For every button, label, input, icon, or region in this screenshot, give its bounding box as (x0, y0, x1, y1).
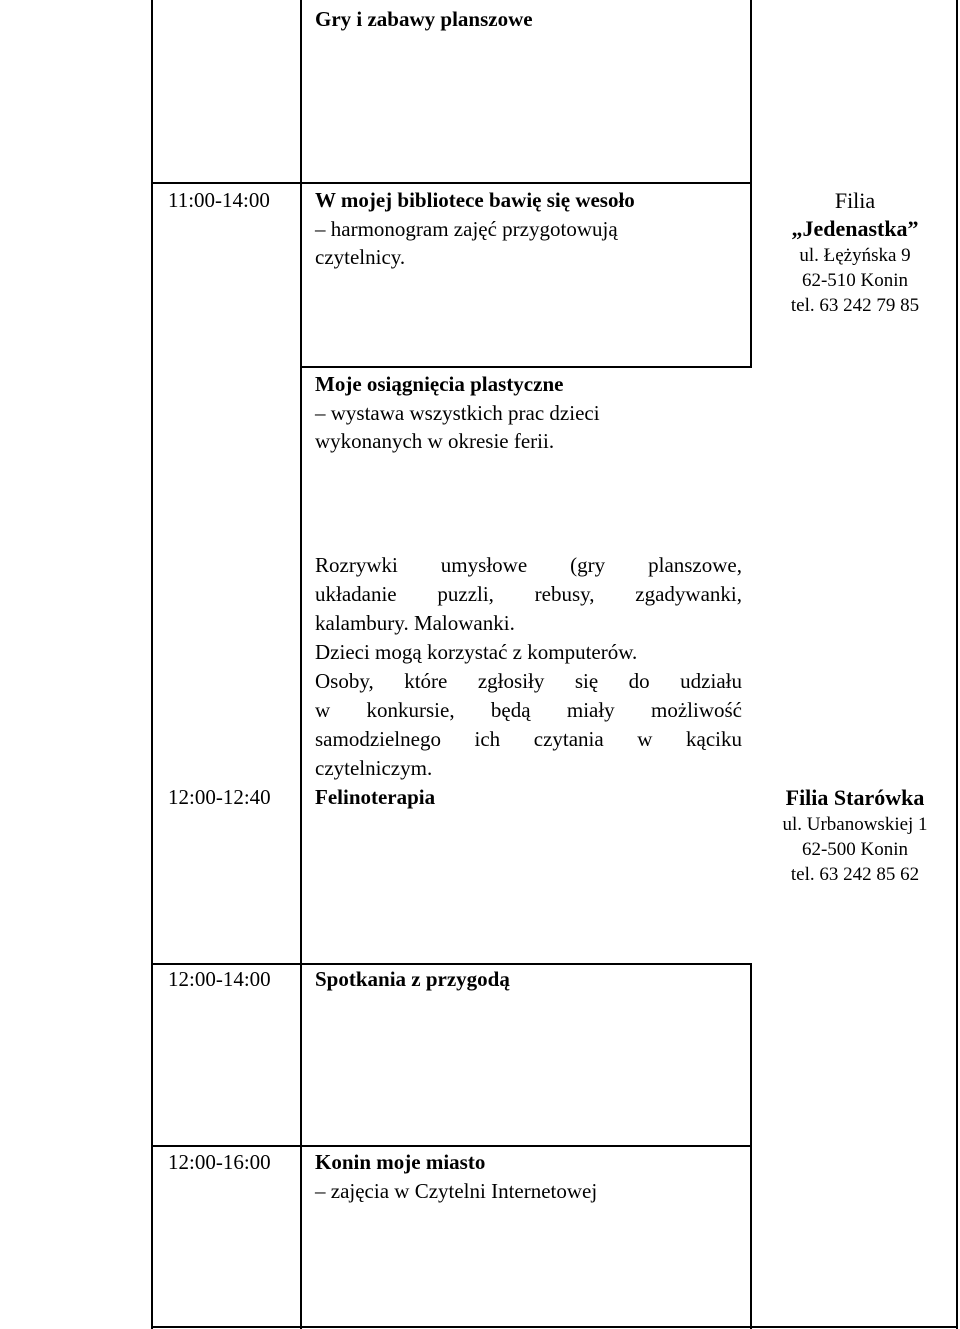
event-description-line: – wystawa wszystkich prac dzieci (315, 401, 600, 425)
event-description-line: – harmonogram zajęć przygotowują (315, 217, 618, 241)
library-name: „Jedenastka” (791, 216, 919, 241)
event-title-adventure-meetings: Spotkania z przygodą (315, 967, 510, 991)
event-time: 12:00-12:40 (168, 785, 271, 809)
event-title-board-games: Gry i zabawy planszowe (315, 7, 533, 31)
event-description-line: czytelnicy. (315, 245, 406, 269)
row-divider-1 (151, 182, 752, 184)
paragraph-line: Rozrywki umysłowe (gry planszowe, (315, 553, 742, 577)
paragraph-line: układanie puzzli, rebusy, zgadywanki, (315, 582, 742, 606)
column-divider-time (300, 0, 302, 1329)
paragraph-line: w konkursie, będą miały możliwość (315, 698, 742, 722)
paragraph-line: kalambury. Malowanki. (315, 611, 515, 635)
event-title-konin-my-city: Konin moje miasto (315, 1150, 486, 1174)
library-starowka (752, 784, 958, 887)
event-time: 12:00-16:00 (168, 1150, 271, 1174)
event-description-line: – zajęcia w Czytelni Internetowej (315, 1179, 598, 1203)
library-city: 62-510 Konin (801, 270, 909, 291)
library-jedenastka (752, 187, 958, 318)
event-title-art-achievements: Moje osiągnięcia plastyczne (315, 372, 564, 396)
library-phone: tel. 63 242 85 62 (790, 864, 920, 885)
event-description-line: wykonanych w okresie ferii. (315, 429, 555, 453)
activities-paragraph (315, 551, 742, 783)
event-time: 11:00-14:00 (168, 188, 270, 212)
paragraph-line: samodzielnego ich czytania w kąciku (315, 727, 742, 751)
event-title-library-fun: W mojej bibliotece bawię się wesoło (315, 188, 635, 212)
paragraph-line: Osoby, które zgłosiły się do udziału (315, 669, 742, 693)
library-street: ul. Łężyńska 9 (799, 245, 911, 266)
library-street: ul. Urbanowskiej 1 (782, 814, 928, 835)
library-city: 62-500 Konin (801, 839, 909, 860)
table-left-border (151, 0, 153, 1329)
event-time: 12:00-14:00 (168, 967, 271, 991)
row-divider-2 (300, 366, 752, 368)
library-phone: tel. 63 242 79 85 (790, 295, 920, 316)
event-title-felinotherapy: Felinoterapia (315, 785, 436, 809)
row-divider-4 (151, 1145, 752, 1147)
library-label: Filia (834, 188, 876, 213)
paragraph-line: Dzieci mogą korzystać z komputerów. (315, 640, 638, 664)
paragraph-line: czytelniczym. (315, 756, 433, 780)
table-bottom-border (151, 1326, 958, 1328)
library-name: Filia Starówka (785, 785, 925, 810)
